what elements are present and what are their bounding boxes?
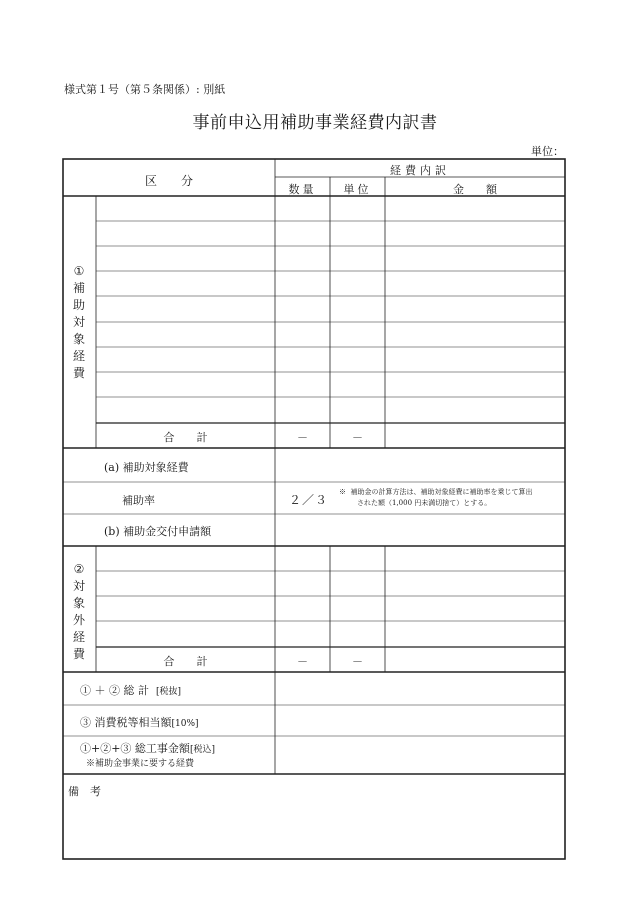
section1-total-unit-dash: － — [352, 431, 363, 444]
column-header-category: 区 分 — [144, 174, 193, 188]
column-header-amount: 金 額 — [453, 183, 497, 196]
column-header-quantity: 数量 — [288, 183, 317, 196]
sum-1-2-label: ① ＋ ② 総 計 [税抜] — [80, 684, 182, 697]
section2-number: ② — [73, 562, 85, 576]
section1-total-quantity-dash: － — [297, 431, 308, 444]
unit-label: 単位： — [531, 145, 564, 158]
subsidy-target-label: (a) 補助対象経費 — [104, 461, 189, 474]
subsidy-rate-label: 補助率 — [122, 494, 155, 507]
grant-request-label: (b) 補助金交付申請額 — [104, 525, 212, 538]
section2-vertical-label: ② 対 象 外 経 費 — [69, 561, 89, 663]
section2-total-unit-dash: － — [352, 655, 363, 668]
grand-total-label: ①+②+③ 総工事金額[税込] — [80, 742, 215, 755]
section2-total-label: 合 計 — [163, 655, 208, 668]
grand-total-note: ※補助金事業に要する経費 — [86, 759, 195, 769]
section1-number: ① — [73, 264, 85, 278]
section1-vertical-label: ① 補 助 対 象 経 費 — [69, 263, 89, 382]
column-header-breakdown: 経費内訳 — [390, 164, 450, 177]
subsidy-rate-value: ２／３ — [289, 493, 329, 507]
page-title: 事前申込用補助事業経費内訳書 — [192, 113, 438, 133]
form-number-label: 様式第１号（第５条関係）: 別紙 — [64, 83, 226, 96]
section1-total-label: 合 計 — [163, 431, 208, 444]
section2-total-quantity-dash: － — [297, 655, 308, 668]
tax-amount-label: ③ 消費税等相当額[10%] — [80, 716, 199, 729]
subsidy-calc-note: ※ 補助金の計算方法は、補助対象経費に補助率を乗じて算出 された額（1,000 円未満切捨て）とする。 — [339, 488, 533, 507]
remarks-label: 備 考 — [68, 785, 101, 798]
column-header-unit: 単位 — [343, 183, 372, 196]
